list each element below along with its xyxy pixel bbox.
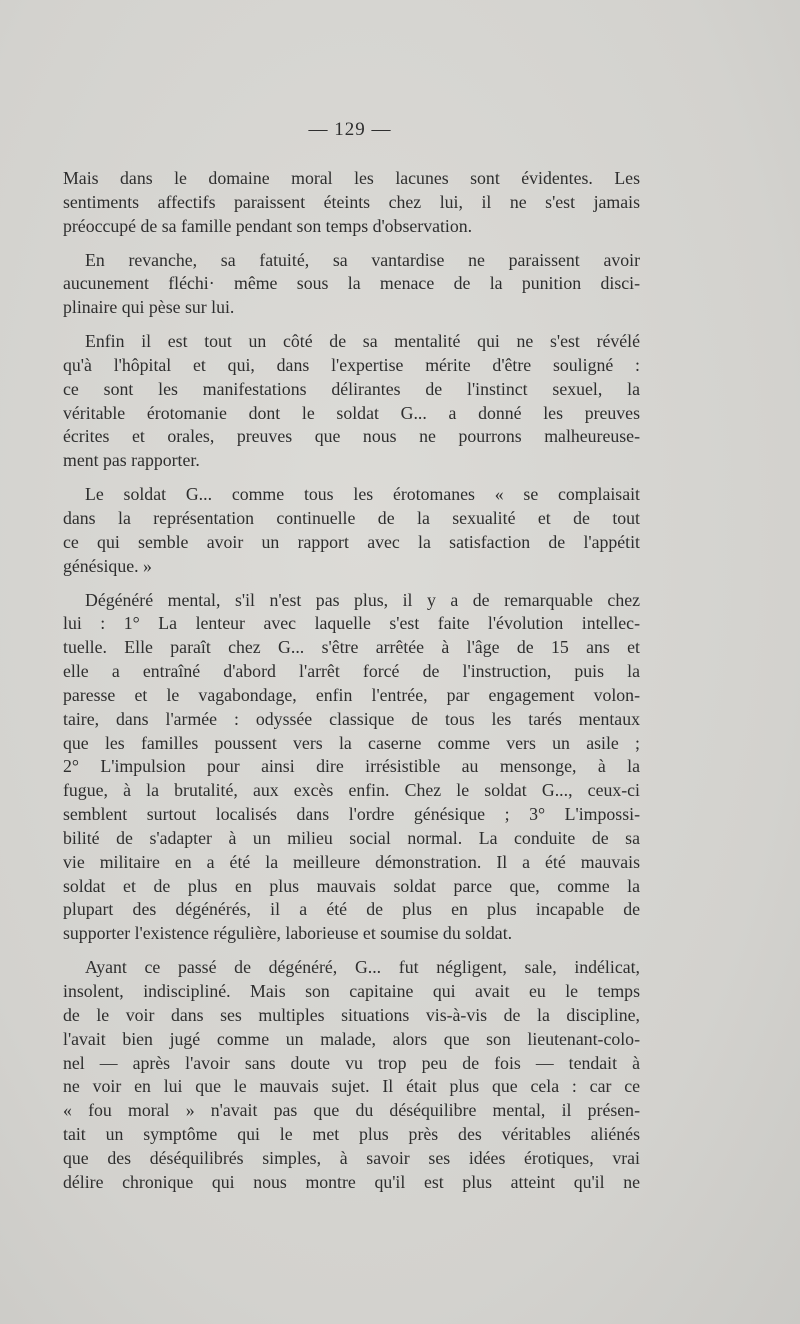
- text-line: plupart des dégénérés, il a été de plus en plus incapable de: [63, 899, 640, 920]
- text-line: vie militaire en a été la meilleure démonstration. Il a été mauvais: [63, 851, 640, 872]
- text-line: Mais dans le domaine moral les lacunes sont évidentes. Les: [63, 168, 640, 188]
- text-line: semblent surtout localisés dans l'ordre génésique ; 3° L'impossi-: [63, 804, 640, 825]
- text-line: ne voir en lui que le mauvais sujet. Il était plus que cela : car ce: [63, 1076, 640, 1097]
- text-line: fugue, à la brutalité, aux excès enfin. Chez le soldat G..., ceux-ci: [63, 780, 640, 801]
- text-line: supporter l'existence régulière, laborieuse et soumise du soldat.: [63, 923, 513, 944]
- text-line: tait un symptôme qui le met plus près des véritables aliénés: [63, 1124, 640, 1145]
- paragraph-5: [63, 589, 640, 947]
- paragraph-4: [63, 483, 640, 578]
- text-line: ce sont les manifestations délirantes de l'instinct sexuel, la: [63, 378, 640, 399]
- text-line: elle a entraîné d'abord l'arrêt forcé de l'instruction, puis la: [63, 661, 640, 682]
- text-line: bilité de s'adapter à un milieu social normal. La conduite de sa: [63, 827, 640, 848]
- text-line: Enfin il est tout un côté de sa mentalité qui ne s'est révélé: [85, 331, 640, 352]
- text-line: soldat et de plus en plus mauvais soldat parce que, comme la: [63, 875, 640, 896]
- text-line: préoccupé de sa famille pendant son temps d'observation.: [63, 215, 473, 236]
- text-line: taire, dans l'armée : odyssée classique de tous les tarés mentaux: [63, 708, 640, 729]
- text-line: de le voir dans ses multiples situations vis-à-vis de la discipline,: [63, 1004, 640, 1025]
- text-line: Ayant ce passé de dégénéré, G... fut négligent, sale, indélicat,: [85, 957, 640, 978]
- text-line: Dégénéré mental, s'il n'est pas plus, il y a de remarquable chez: [85, 589, 640, 610]
- text-line: génésique. »: [63, 555, 152, 576]
- body-text: [63, 167, 640, 1205]
- text-line: En revanche, sa fatuité, sa vantardise ne paraissent avoir: [85, 249, 640, 270]
- text-line: nel — après l'avoir sans doute vu trop peu de fois — tendait à: [63, 1052, 640, 1073]
- text-line: l'avait bien jugé comme un malade, alors que son lieutenant-colo-: [63, 1028, 640, 1049]
- text-line: ment pas rapporter.: [63, 450, 200, 471]
- text-line: véritable érotomanie dont le soldat G... a donné les preuves: [63, 402, 640, 423]
- text-line: délire chronique qui nous montre qu'il est plus atteint qu'il ne: [63, 1171, 640, 1192]
- paragraph-3: [63, 330, 640, 473]
- text-line: insolent, indiscipliné. Mais son capitaine qui avait eu le temps: [63, 981, 640, 1001]
- text-line: 2° L'impulsion pour ainsi dire irrésistible au mensonge, à la: [63, 756, 640, 777]
- paragraph-6: [63, 956, 640, 1194]
- text-line: que les familles poussent vers la caserne comme vers un asile ;: [63, 732, 640, 753]
- text-line: « fou moral » n'avait pas que du déséquilibre mental, il présen-: [63, 1100, 640, 1121]
- text-line: que des déséquilibrés simples, à savoir ses idées érotiques, vrai: [63, 1147, 640, 1168]
- text-line: paresse et le vagabondage, enfin l'entrée, par engagement volon-: [63, 684, 640, 705]
- text-line: écrites et orales, preuves que nous ne pourrons malheureuse-: [63, 426, 640, 447]
- text-line: plinaire qui pèse sur lui.: [63, 297, 235, 318]
- text-line: aucunement fléchi· même sous la menace de la punition disci-: [63, 273, 640, 294]
- text-line: lui : 1° La lenteur avec laquelle s'est faite l'évolution intellec-: [63, 613, 640, 634]
- text-line: dans la représentation continuelle de la sexualité et de tout: [63, 507, 640, 528]
- text-line: qu'à l'hôpital et qui, dans l'expertise mérite d'être souligné :: [63, 354, 640, 375]
- text-line: ce qui semble avoir un rapport avec la satisfaction de l'appétit: [63, 531, 640, 552]
- paragraph-2: [63, 249, 640, 321]
- paragraph-1: [63, 167, 640, 239]
- page-number: — 129 —: [308, 119, 392, 140]
- text-line: sentiments affectifs paraissent éteints chez lui, il ne s'est jamais: [63, 191, 640, 212]
- text-line: Le soldat G... comme tous les érotomanes « se complaisait: [85, 484, 640, 505]
- text-line: tuelle. Elle paraît chez G... s'être arrêtée à l'âge de 15 ans et: [63, 637, 640, 658]
